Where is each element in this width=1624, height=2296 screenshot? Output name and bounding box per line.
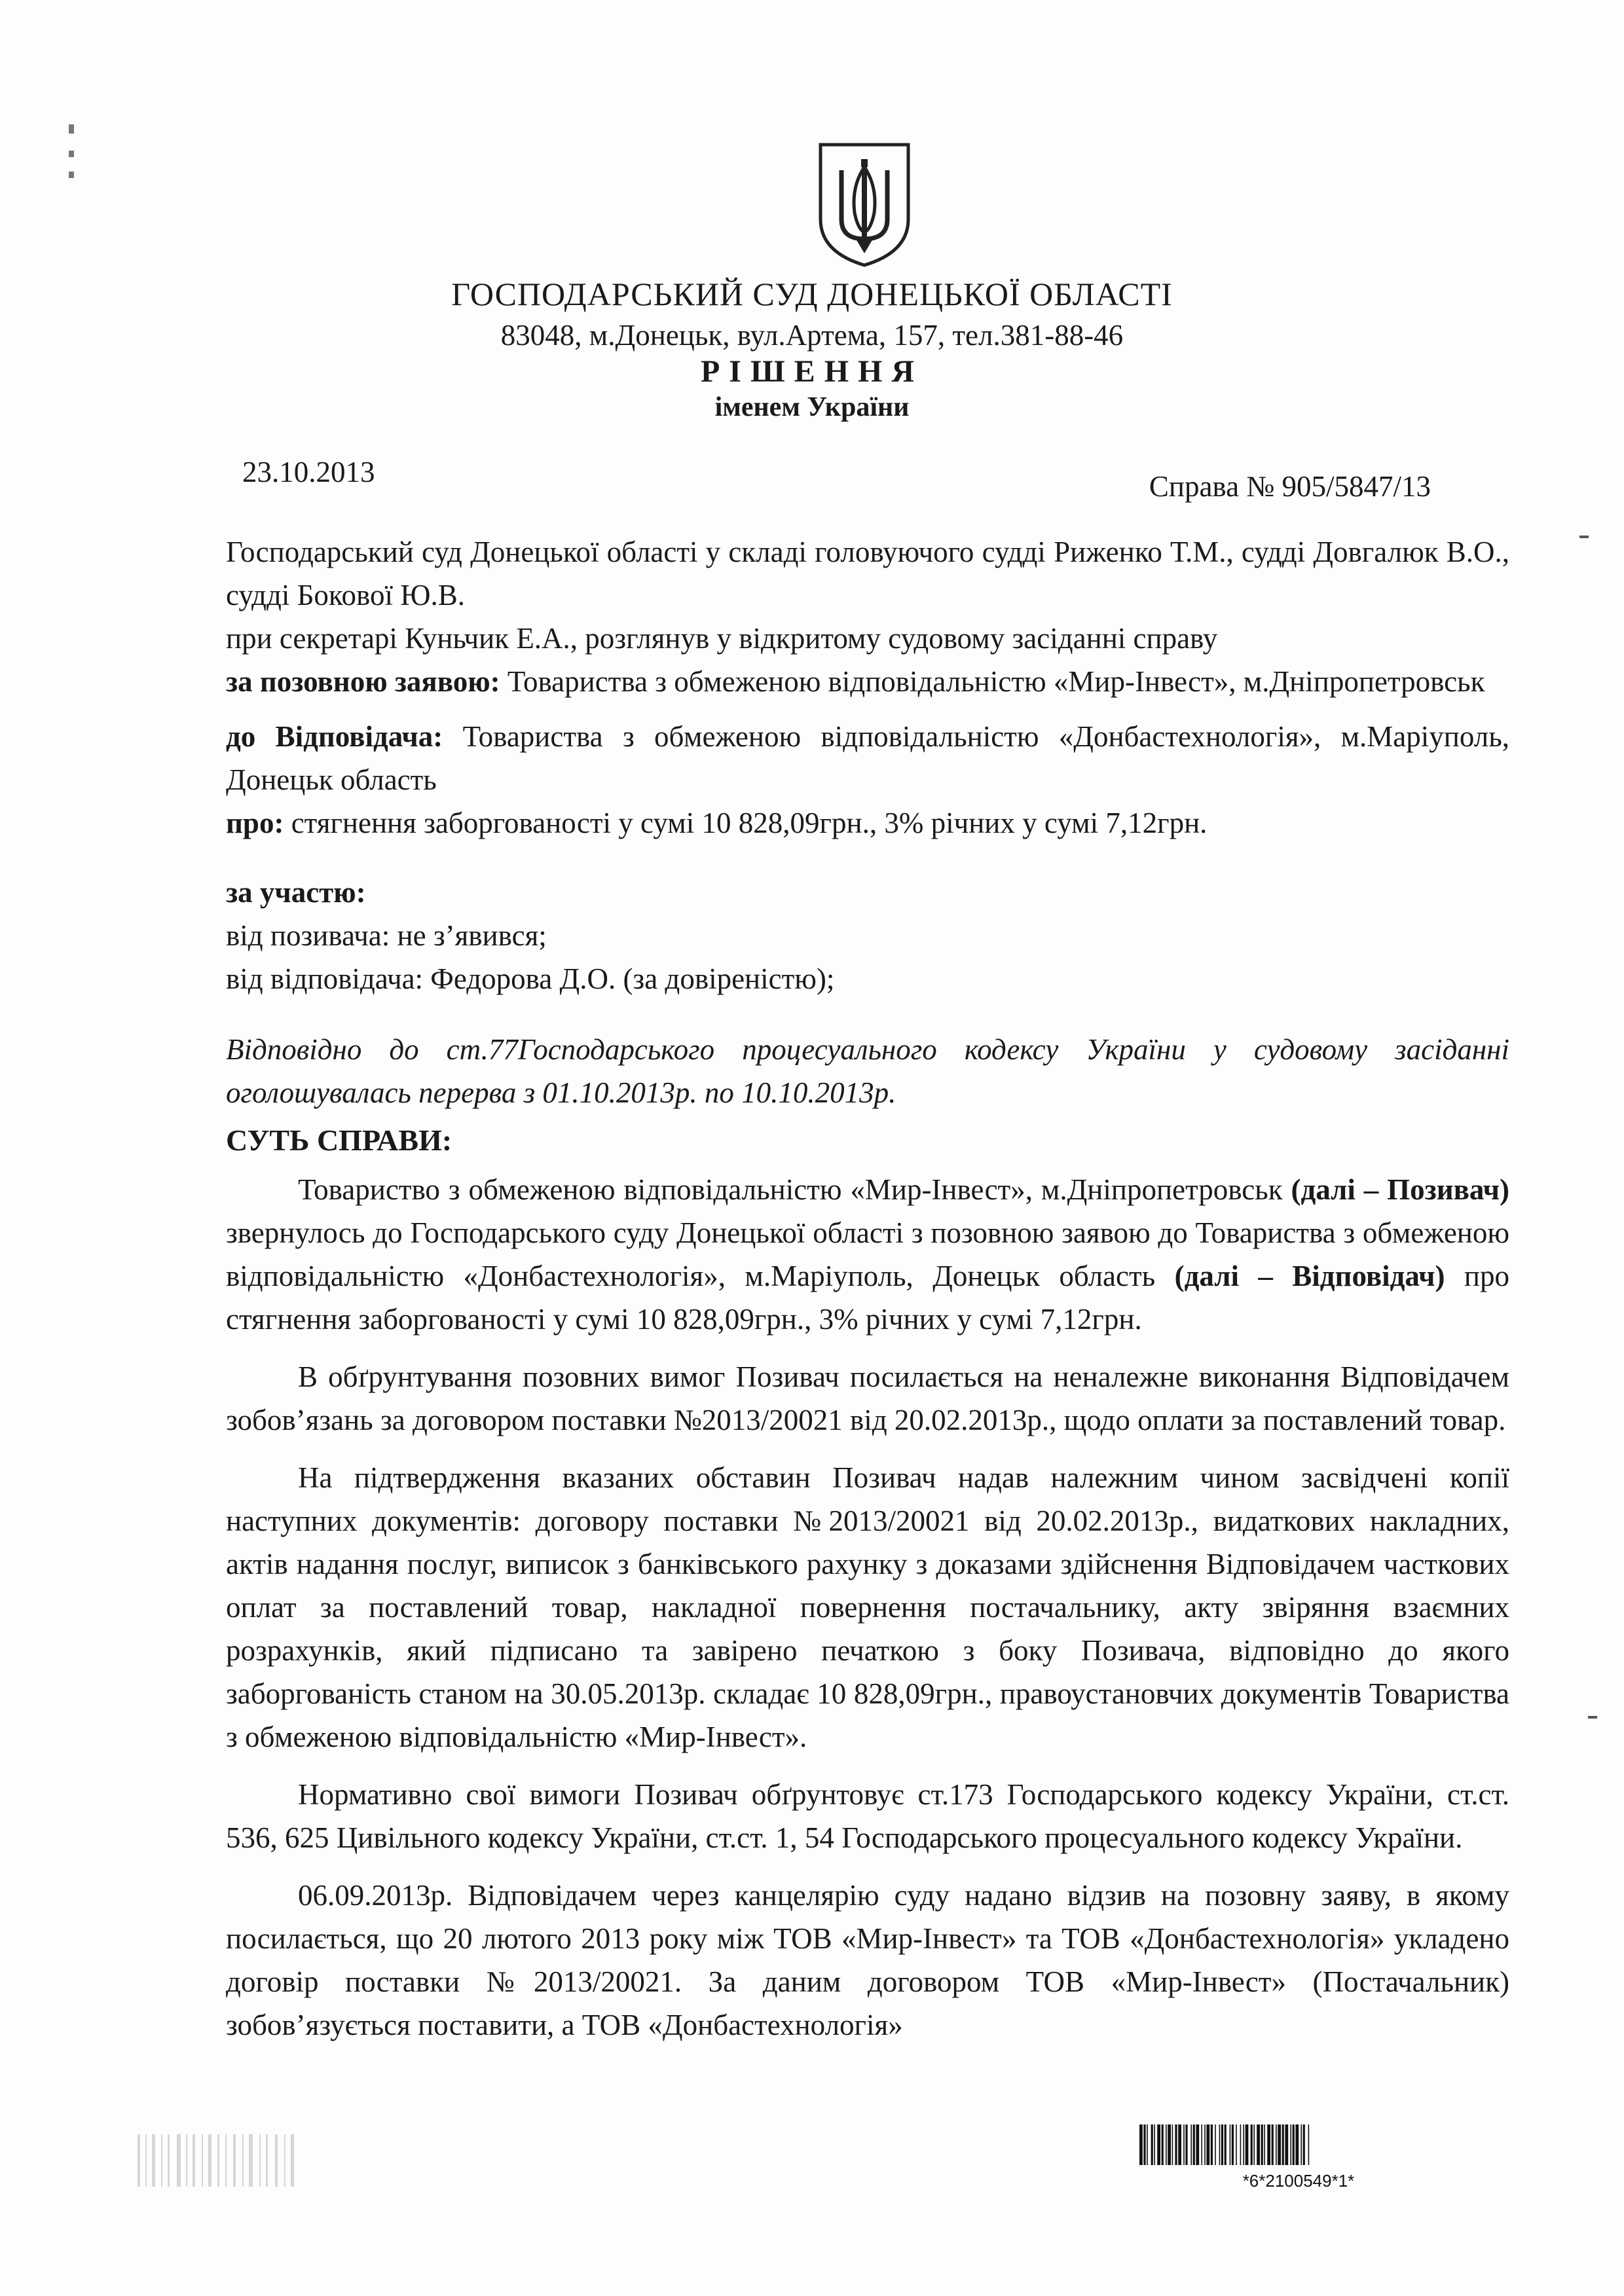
secretary-line: при секретарі Куньчик Е.А., розглянув у відкритому судовому засіданні справу <box>226 622 1218 655</box>
barcode-bar <box>1196 2124 1199 2165</box>
document-title: РІШЕННЯ <box>700 354 924 389</box>
barcode-bar <box>1293 2124 1295 2165</box>
margin-mark <box>1588 1716 1597 1719</box>
case-number: Справа № 905/5847/13 <box>1149 470 1431 503</box>
participation-label: за участю: <box>226 876 366 909</box>
participation-block <box>226 871 1509 1000</box>
section-title: СУТЬ СПРАВИ: <box>226 1123 452 1157</box>
margin-mark <box>69 172 74 178</box>
barcode-number: *6*2100549*1* <box>1242 2171 1355 2191</box>
barcode-bar <box>1295 2124 1299 2165</box>
barcode-bar <box>1276 2124 1277 2165</box>
defendant-label: до Відповідача: <box>226 720 443 753</box>
barcode-bar <box>1243 2124 1244 2165</box>
barcode-bar <box>1246 2124 1249 2165</box>
barcode-bar <box>1278 2124 1281 2165</box>
barcode-bar <box>1251 2124 1253 2165</box>
subject-line <box>226 801 1509 845</box>
faint-stamp-mark <box>138 2128 452 2206</box>
decision-date: 23.10.2013 <box>242 456 375 488</box>
barcode-bar <box>1219 2124 1221 2165</box>
paragraph-1-part-b: (далі – Позивач) <box>1291 1173 1509 1206</box>
margin-mark <box>69 124 74 134</box>
court-name: ГОСПОДАРСЬКИЙ СУД ДОНЕЦЬКОЇ ОБЛАСТІ <box>451 276 1173 312</box>
paragraph-1-part-a: Товариство з обмеженою відповідальністю «Мир-Інвест», м.Дніпропетровськ <box>298 1173 1283 1206</box>
court-composition: Господарський суд Донецької області у складі головуючого судді Риженко Т.М., судді Довгалюк В.О., судді Бокової Ю.В. <box>226 536 1509 611</box>
intro-block <box>226 530 1509 845</box>
claim-text: Товариства з обмеженою відповідальністю «Мир-Інвест», м.Дніпропетровськ <box>507 665 1485 698</box>
barcode-bar <box>1175 2124 1177 2165</box>
barcode-bar <box>1190 2124 1192 2165</box>
barcode-bar <box>1151 2124 1153 2165</box>
barcode-bar <box>1211 2124 1213 2165</box>
barcode-bar <box>1225 2124 1227 2165</box>
subject-label: про: <box>226 807 284 839</box>
barcode-bar <box>1282 2124 1284 2165</box>
case-essence-block <box>226 1168 1509 2047</box>
barcode-bar <box>1230 2124 1231 2165</box>
barcode-bar <box>1206 2124 1209 2165</box>
barcode-bar <box>1264 2124 1265 2165</box>
barcode-bar <box>1221 2124 1223 2165</box>
paragraph-3: На підтвердження вказаних обставин Позивач надав належним чином засвідчені копії наступних документів: договору поставки №2013/20021 від 20.02.2013р., видаткових накладних, актів надання послуг, виписок з банківського рахунку з доказами здійснення Відповідачем часткових оплат за поставлений товар, накладної повернення постачальнику, акту звіряння взаємних розрахунків, який підписано та завірено печаткою з боку Позивача, відповідно до якого заборгованість станом на 30.05.2013р. складає 10 828,09грн., правоустановчих документів Товариства з обмеженою відповідальністю «Мир-Інвест». <box>226 1461 1509 1753</box>
paragraph-1 <box>226 1168 1509 1341</box>
barcode-bar <box>1157 2124 1160 2165</box>
barcode-bar <box>1232 2124 1234 2165</box>
paragraph-5: 06.09.2013р. Відповідачем через канцелярію суду надано відзив на позовну заяву, в якому посилається, що 20 лютого 2013 року між ТОВ «Мир-Інвест» та ТОВ «Донбастехнологія» укладено договір поставки №2013/20021. За даним договором ТОВ «Мир-Інвест» (Постачальник) зобов’язується поставити, а ТОВ «Донбастехнологія» <box>226 1879 1509 2041</box>
barcode-bar <box>1204 2124 1206 2165</box>
barcode-bar <box>1272 2124 1274 2165</box>
barcode-bar <box>1236 2124 1237 2165</box>
barcode-bar <box>1301 2124 1302 2165</box>
paragraph-1-part-d: (далі – Відповідач) <box>1174 1260 1445 1292</box>
claim-line <box>226 660 1509 703</box>
subject-text: стягнення заборгованості у сумі 10 828,09грн., 3% річних у сумі 7,12грн. <box>291 807 1208 839</box>
barcode-bar <box>1267 2124 1270 2165</box>
barcode-bar <box>1185 2124 1187 2165</box>
barcode-bar <box>1285 2124 1288 2165</box>
barcode-bar <box>1166 2124 1167 2165</box>
barcode-icon <box>1138 2124 1459 2165</box>
barcode-bar <box>1215 2124 1216 2165</box>
claim-label: за позовною заявою: <box>226 665 500 698</box>
barcode-bar <box>1162 2124 1164 2165</box>
barcode-bar <box>1168 2124 1171 2165</box>
barcode-bar <box>1308 2124 1310 2165</box>
coat-of-arms-icon <box>815 141 913 268</box>
paragraph-1-part-c: звернулось до Господарського суду Донецької області з позовною заявою до Товариства з обмеженою відповідальністю «Донбастехнологія», м.Маріуполь, Донецьк область <box>226 1216 1509 1292</box>
defendant-line <box>226 715 1509 801</box>
court-address: 83048, м.Донецьк, вул.Артема, 157, тел.381-88-46 <box>500 319 1124 352</box>
participation-plaintiff: від позивача: не з’явився; <box>226 919 547 952</box>
paragraph-1-part-e: про стягнення заборгованості у сумі 10 828,09грн., 3% річних у сумі 7,12грн. <box>226 1260 1509 1336</box>
paragraph-2: В обґрунтування позовних вимог Позивач посилається на неналежне виконання Відповідачем зобов’язань за договором поставки №2013/20021 від 20.02.2013р., щодо оплати за поставлений товар. <box>226 1360 1509 1436</box>
barcode-bar <box>1139 2124 1143 2165</box>
barcode-bar <box>1290 2124 1291 2165</box>
recess-note: Відповідно до ст.77Господарського процесуального кодексу України у судовому засіданні оголошувалась перерва з 01.10.2013р. по 10.10.2013р. <box>226 1033 1509 1109</box>
paragraph-4: Нормативно свої вимоги Позивач обґрунтовує ст.173 Господарського кодексу України, ст.ст. 536, 625 Цивільного кодексу України, ст.ст. 1, 54 Господарського процесуального кодексу України. <box>226 1778 1509 1854</box>
barcode-bar <box>1183 2124 1185 2165</box>
document-subtitle: іменем України <box>714 392 910 422</box>
barcode-bar <box>1201 2124 1202 2165</box>
defendant-text: Товариства з обмеженою відповідальністю «Донбастехнологія», м.Маріуполь, Донецьк область <box>226 720 1509 796</box>
barcode-bar <box>1257 2124 1260 2165</box>
barcode-bar <box>1240 2124 1242 2165</box>
barcode-bar <box>1261 2124 1263 2165</box>
barcode-bar <box>1303 2124 1305 2165</box>
barcode-bar <box>1253 2124 1255 2165</box>
margin-mark <box>1579 536 1589 538</box>
barcode-bar <box>1143 2124 1145 2165</box>
margin-mark <box>69 151 74 157</box>
barcode-bar <box>1147 2124 1148 2165</box>
barcode-bar <box>1172 2124 1173 2165</box>
participation-defendant: від відповідача: Федорова Д.О. (за довіреністю); <box>226 962 835 995</box>
barcode-block <box>1138 2124 1459 2191</box>
barcode-bar <box>1178 2124 1181 2165</box>
barcode-bar <box>1193 2124 1195 2165</box>
barcode-bar <box>1154 2124 1155 2165</box>
